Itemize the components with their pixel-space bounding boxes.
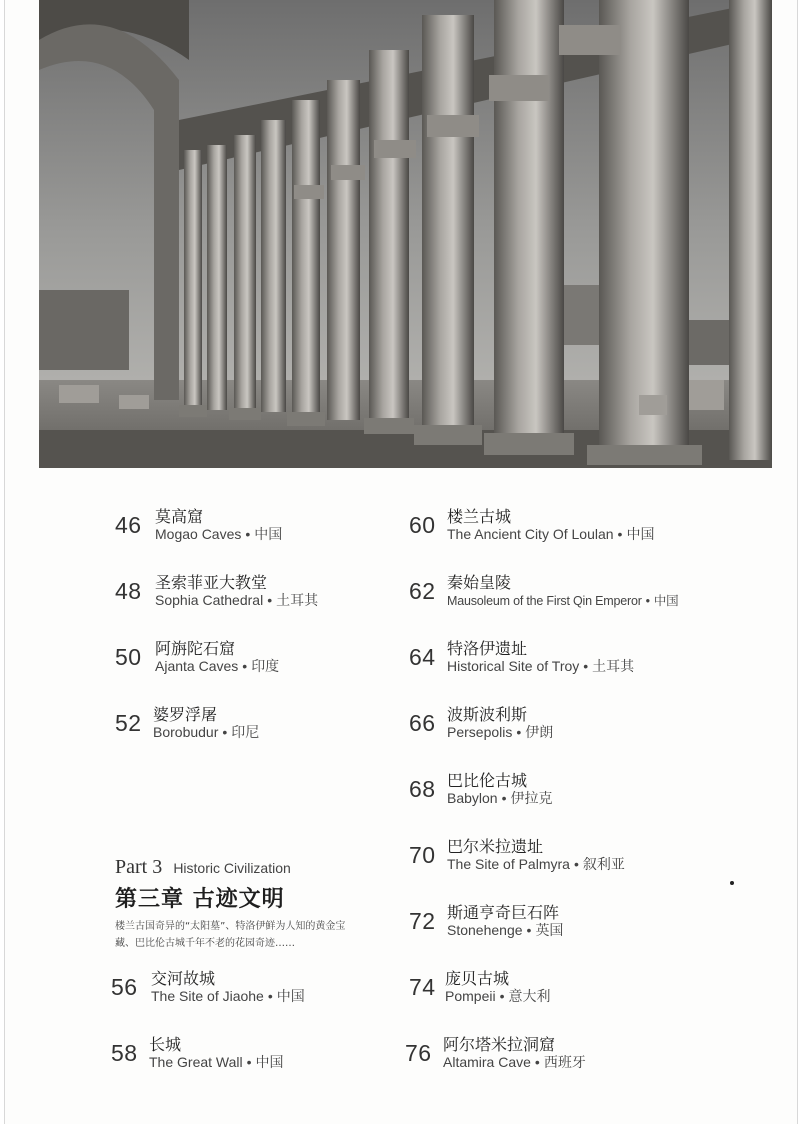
toc-entry-ajanta-caves[interactable]: [115, 636, 395, 686]
toc-entry-great-wall[interactable]: [111, 1032, 391, 1082]
toc-entry-borobudur[interactable]: [115, 702, 395, 752]
entry-title-en: The Site of Jiaohe • 中国: [151, 988, 305, 1004]
entry-country: 土耳其: [276, 592, 319, 608]
toc-entry-sophia-cathedral[interactable]: [115, 570, 395, 620]
toc-entry-loulan[interactable]: [409, 504, 749, 554]
toc-entry-persepolis[interactable]: [409, 702, 749, 752]
entry-title-en: Altamira Cave • 西班牙: [443, 1054, 586, 1070]
entry-country: 中国: [276, 988, 305, 1004]
part-label: Part 3: [115, 856, 163, 878]
page-number: 52: [115, 710, 142, 736]
entry-country: 伊朗: [525, 724, 554, 740]
entry-country: 意大利: [508, 988, 551, 1004]
part-heading: [115, 856, 291, 879]
toc-entry-qin-mausoleum[interactable]: [409, 570, 749, 620]
entry-title-cn: 莫高窟: [155, 507, 204, 526]
entry-title-en: Stonehenge • 英国: [447, 922, 564, 938]
entry-title-cn: 特洛伊遗址: [447, 639, 528, 658]
entry-country: 西班牙: [543, 1054, 586, 1070]
entry-country: 印尼: [231, 724, 260, 740]
entry-title-en: The Site of Palmyra • 叙利亚: [447, 856, 625, 872]
entry-title-cn: 阿旃陀石窟: [155, 639, 236, 658]
chapter-title: 第三章 古迹文明: [115, 887, 285, 912]
entry-title-en: The Ancient City Of Loulan • 中国: [447, 526, 655, 542]
toc-entry-babylon[interactable]: [409, 768, 749, 818]
page-number: 62: [409, 578, 436, 604]
entry-title-cn: 斯通亨奇巨石阵: [447, 903, 560, 922]
page-number: 50: [115, 644, 142, 670]
entry-country: 伊拉克: [510, 790, 553, 806]
entry-title-cn: 婆罗浮屠: [153, 705, 218, 724]
toc-entry-altamira[interactable]: [405, 1032, 745, 1082]
page-number: 74: [409, 974, 436, 1000]
toc-entry-jiaohe[interactable]: [111, 966, 391, 1016]
page-number: 72: [409, 908, 436, 934]
book-page: [4, 0, 798, 1124]
colonnade-ruins-photo: [39, 0, 772, 468]
entry-title-cn: 楼兰古城: [447, 507, 512, 526]
page-number: 58: [111, 1040, 138, 1066]
toc-entry-stonehenge[interactable]: [409, 900, 749, 950]
page-number: 68: [409, 776, 436, 802]
entry-title-en: Sophia Cathedral • 土耳其: [155, 592, 319, 608]
page-number: 66: [409, 710, 436, 736]
entry-country: 中国: [653, 594, 679, 608]
entry-title-en: Borobudur • 印尼: [153, 724, 260, 740]
entry-title-cn: 庞贝古城: [445, 969, 510, 988]
page-number: 60: [409, 512, 436, 538]
entry-title-cn: 交河故城: [151, 969, 216, 988]
page-number: 70: [409, 842, 436, 868]
entry-title-en: Pompeii • 意大利: [445, 988, 551, 1004]
entry-title-en: Historical Site of Troy • 土耳其: [447, 658, 635, 674]
entry-title-cn: 圣索菲亚大教堂: [155, 573, 268, 592]
toc-entry-troy[interactable]: [409, 636, 749, 686]
entry-title-en: The Great Wall • 中国: [149, 1054, 284, 1070]
entry-country: 英国: [535, 922, 564, 938]
entry-country: 中国: [626, 526, 655, 542]
print-speck: [730, 881, 734, 885]
chapter-intro: 楼兰古国奇异的“太阳墓”、特洛伊鲜为人知的黄金宝 藏、巴比伦古城千年不老的花园奇迹……: [115, 921, 346, 949]
entry-country: 中国: [254, 526, 283, 542]
entry-country: 中国: [255, 1054, 284, 1070]
toc-entry-palmyra[interactable]: [409, 834, 749, 884]
entry-title-en: Persepolis • 伊朗: [447, 724, 554, 740]
page-number: 48: [115, 578, 142, 604]
page-number: 64: [409, 644, 436, 670]
toc-entry-mogao-caves[interactable]: [115, 504, 395, 554]
entry-title-cn: 巴比伦古城: [447, 771, 528, 790]
entry-title-en: Babylon • 伊拉克: [447, 790, 553, 806]
entry-title-cn: 波斯波利斯: [447, 705, 528, 724]
entry-title-en: Ajanta Caves • 印度: [155, 658, 280, 674]
page-number: 46: [115, 512, 142, 538]
entry-title-cn: 阿尔塔米拉洞窟: [443, 1035, 556, 1054]
part-title-en: Historic Civilization: [173, 860, 291, 876]
entry-title-en: Mogao Caves • 中国: [155, 526, 283, 542]
page-number: 56: [111, 974, 138, 1000]
toc-entry-pompeii[interactable]: [409, 966, 749, 1016]
entry-title-cn: 长城: [149, 1035, 182, 1054]
entry-country: 土耳其: [592, 658, 635, 674]
entry-title-cn: 秦始皇陵: [447, 573, 512, 592]
entry-title-cn: 巴尔米拉遗址: [447, 837, 544, 856]
entry-title-en: Mausoleum of the First Qin Emperor • 中国: [447, 594, 679, 608]
page-number: 76: [405, 1040, 432, 1066]
entry-country: 叙利亚: [582, 856, 625, 872]
entry-country: 印度: [251, 658, 280, 674]
